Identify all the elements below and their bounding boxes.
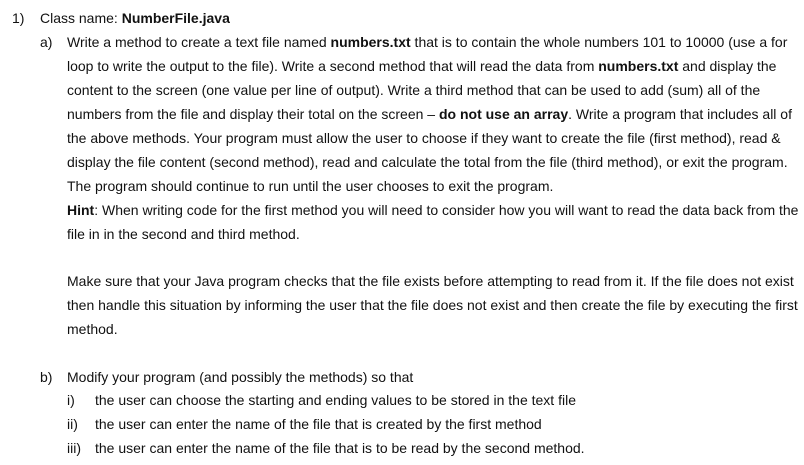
- class-name-label: Class name:: [40, 10, 118, 26]
- part-a-line-7: [67, 177, 553, 195]
- paragraph2-line-1: Make sure that your Java program checks that the file exists before attempting to read from it. If the file does not exist: [67, 273, 794, 289]
- text-segment: : When writing code for the first method you will need to consider how you will want to read the data back from the: [94, 202, 799, 218]
- filename-bold: numbers.txt: [330, 34, 411, 50]
- part-a-line-2: [67, 57, 776, 75]
- question-number: 1): [12, 10, 25, 26]
- text-segment: file in in the second and third method.: [67, 226, 300, 242]
- text-segment: display the file content (second method), read and calculate the total from the file (third method), or exit the program.: [67, 154, 788, 170]
- class-name-line: [40, 9, 230, 27]
- paragraph2-line-3: method.: [67, 321, 118, 337]
- filename-bold: numbers.txt: [598, 58, 679, 74]
- hint-label: Hint: [67, 202, 95, 218]
- part-b-intro: Modify your program (and possibly the methods) so that: [67, 369, 414, 385]
- part-a-line-3: [67, 81, 760, 99]
- list-item: the user can enter the name of the file that is created by the first method: [95, 416, 542, 432]
- part-a-line-5: [67, 129, 781, 147]
- part-a-line-6: [67, 153, 788, 171]
- list-item-number: i): [67, 392, 75, 408]
- text-segment: the above methods. Your program must allow the user to choose if they want to create the file (first method), read &: [67, 130, 781, 146]
- list-item-number: iii): [67, 440, 81, 456]
- part-b-label: b): [40, 369, 53, 385]
- class-name-value: NumberFile.java: [121, 10, 230, 26]
- part-a-line-4: [67, 105, 792, 123]
- text-segment: numbers from the file and display their total on the screen –: [67, 106, 439, 122]
- part-a-label: a): [40, 34, 53, 50]
- hint-line-1: [67, 201, 798, 219]
- list-item: the user can enter the name of the file that is to be read by the second method.: [95, 440, 585, 456]
- paragraph2-line-2: then handle this situation by informing the user that the file does not exist and then create the file by executing the first: [67, 297, 798, 313]
- hint-line-2: [67, 225, 300, 243]
- text-segment: . Write a program that includes all of: [568, 106, 792, 122]
- text-segment: and display the: [678, 58, 777, 74]
- part-a-line-1: [67, 33, 787, 51]
- text-segment: The program should continue to run until the user chooses to exit the program.: [67, 178, 554, 194]
- list-item: the user can choose the starting and ending values to be stored in the text file: [95, 392, 576, 408]
- text-segment: Write a method to create a text file named: [67, 34, 331, 50]
- text-segment: that is to contain the whole numbers 101 to 10000 (use a for: [410, 34, 788, 50]
- no-array-bold: do not use an array: [438, 106, 569, 122]
- text-segment: content to the screen (one value per line of output). Write a third method that can be used to add (sum) all of the: [67, 82, 761, 98]
- text-segment: loop to write the output to the file). Write a second method that will read the data from: [67, 58, 599, 74]
- list-item-number: ii): [67, 416, 78, 432]
